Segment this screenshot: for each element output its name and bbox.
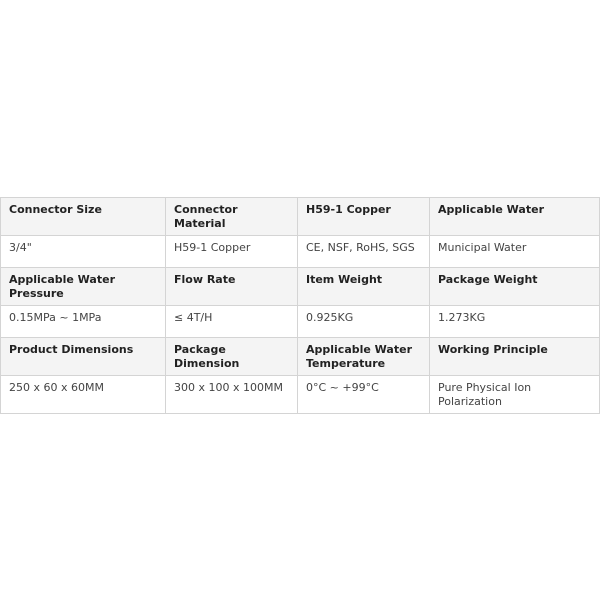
table-header-cell: Package Dimension [166,338,298,376]
table-cell: 1.273KG [430,306,600,338]
table-row [1,376,600,414]
table-header-cell: Applicable Water Pressure [1,268,166,306]
table-header-cell: Working Principle [430,338,600,376]
table-header-row [1,338,600,376]
table-cell: 3/4" [1,236,166,268]
table-header-cell: Applicable Water Temperature [298,338,430,376]
table-header-cell: Item Weight [298,268,430,306]
table-header-cell: Package Weight [430,268,600,306]
table-row [1,236,600,268]
table-header-cell: Applicable Water [430,198,600,236]
table-header-cell: Connector Material [166,198,298,236]
table-header-row [1,268,600,306]
table-cell: 0.15MPa ~ 1MPa [1,306,166,338]
table-cell: Pure Physical Ion Polarization [430,376,600,414]
table-header-row [1,198,600,236]
table-cell: H59-1 Copper [166,236,298,268]
table-header-cell: Product Dimensions [1,338,166,376]
table-cell: 250 x 60 x 60MM [1,376,166,414]
table-header-cell: H59-1 Copper [298,198,430,236]
table-header-cell: Connector Size [1,198,166,236]
table-cell: 0°C ~ +99°C [298,376,430,414]
specifications-table [0,197,600,414]
table-cell: Municipal Water [430,236,600,268]
table-cell: 300 x 100 x 100MM [166,376,298,414]
table-row [1,306,600,338]
table-header-cell: Flow Rate [166,268,298,306]
table-cell: ≤ 4T/H [166,306,298,338]
table-cell: 0.925KG [298,306,430,338]
table-cell: CE, NSF, RoHS, SGS [298,236,430,268]
